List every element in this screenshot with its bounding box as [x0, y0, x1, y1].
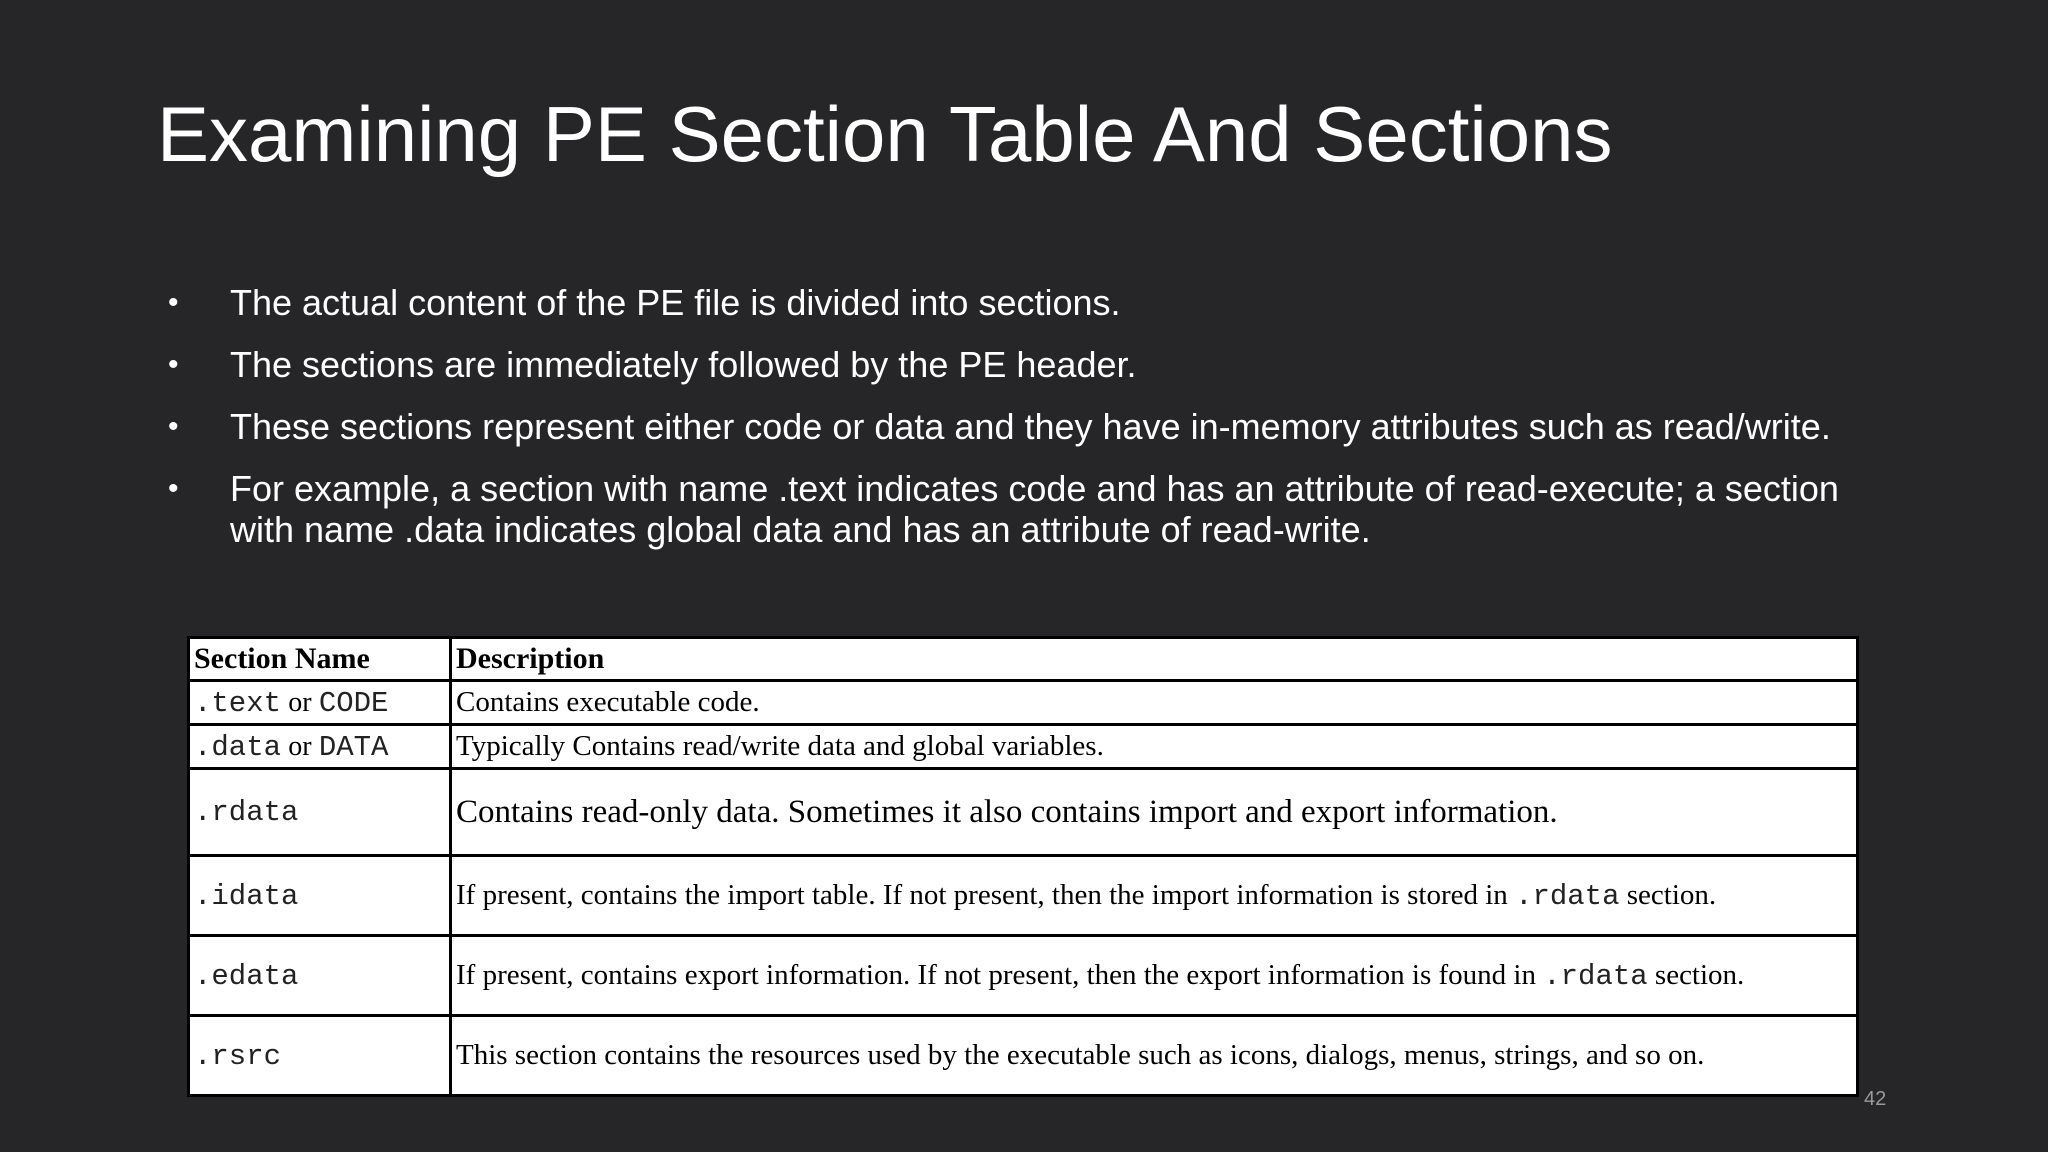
bullet-list [168, 282, 1848, 571]
bullet-item [168, 468, 1848, 550]
section-name-cell [189, 1016, 451, 1096]
description-text: section. [1626, 878, 1717, 911]
section-name: .text [194, 686, 282, 720]
bullet-item [168, 406, 1848, 447]
bullet-symbol: • [168, 410, 179, 443]
or-word: or [288, 730, 312, 762]
table-row [189, 1016, 1858, 1096]
section-name-cell [189, 856, 451, 936]
description-text: section. [1654, 958, 1745, 991]
section-name-cell [189, 936, 451, 1016]
bullet-item [168, 282, 1848, 323]
pe-sections-table [187, 636, 1859, 1097]
bullet-symbol: • [168, 286, 179, 319]
section-name-alt: DATA [318, 730, 389, 764]
section-description [451, 856, 1858, 936]
section-name: .data [194, 730, 282, 764]
description-code: .rdata [1543, 959, 1648, 993]
section-description [451, 936, 1858, 1016]
section-name-cell [189, 725, 451, 769]
section-name-cell [189, 769, 451, 856]
section-description: Contains read-only data. Sometimes it also contains import and export information. [451, 769, 1858, 856]
section-description: Typically Contains read/write data and global variables. [451, 725, 1858, 769]
bullet-text: For example, a section with name .text indicates code and has an attribute of read-execute; a section with name .data indicates global data and has an attribute of read-write. [230, 468, 1839, 550]
description-text: If present, contains the import table. If not present, then the import information is stored in [456, 878, 1508, 911]
description-text: If present, contains export information. If not present, then the export information is found in [456, 958, 1536, 991]
table-row [189, 681, 1858, 725]
section-name: .rdata [194, 796, 299, 829]
bullet-symbol: • [168, 348, 179, 381]
bullet-text: These sections represent either code or data and they have in-memory attributes such as read/write. [230, 406, 1831, 447]
section-description: This section contains the resources used by the executable such as icons, dialogs, menus, strings, and so on. [451, 1016, 1858, 1096]
section-name-alt: CODE [318, 686, 389, 720]
section-name: .rsrc [194, 1039, 282, 1073]
header-description: Description [451, 638, 1858, 681]
section-name: .edata [194, 959, 299, 993]
table-row [189, 856, 1858, 936]
bullet-symbol: • [168, 472, 179, 505]
table-row [189, 725, 1858, 769]
or-word: or [288, 686, 312, 718]
section-name-cell [189, 681, 451, 725]
bullet-text: The sections are immediately followed by the PE header. [230, 344, 1137, 385]
table-row [189, 769, 1858, 856]
section-name: .idata [194, 879, 299, 913]
page-number: 42 [1864, 1088, 1887, 1110]
bullet-item [168, 344, 1848, 385]
table-header-row [189, 638, 1858, 681]
header-section-name: Section Name [189, 638, 451, 681]
bullet-text: The actual content of the PE file is divided into sections. [230, 282, 1121, 323]
slide-title: Examining PE Section Table And Sections [157, 90, 1613, 178]
description-code: .rdata [1515, 879, 1620, 913]
section-description: Contains executable code. [451, 681, 1858, 725]
table-row [189, 936, 1858, 1016]
